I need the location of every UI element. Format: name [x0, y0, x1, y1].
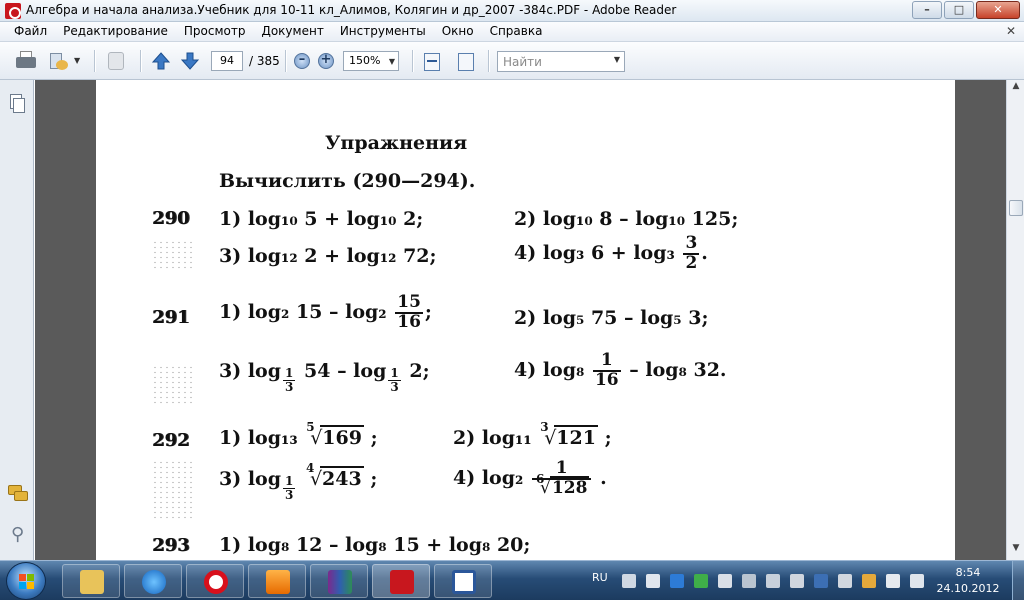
- item-expression: log₁₂ 2 + log₁₂ 72;: [247, 245, 437, 267]
- fraction-denominator: 3: [390, 380, 399, 394]
- item-label: 3): [219, 468, 242, 490]
- speaker-icon[interactable]: [790, 574, 804, 588]
- fraction-denominator: 16: [594, 369, 619, 390]
- word-icon: [452, 570, 476, 594]
- documents-icon: [108, 52, 124, 70]
- root-expression: [535, 471, 590, 498]
- battery-icon[interactable]: [742, 574, 756, 588]
- taskbar-winrar[interactable]: [310, 564, 368, 598]
- item-label: 1): [219, 427, 242, 449]
- chevron-down-icon: ▼: [388, 57, 395, 66]
- menu-edit[interactable]: Редактирование: [63, 24, 168, 38]
- comments-panel-button[interactable]: [8, 485, 30, 503]
- close-document-icon[interactable]: ✕: [1005, 24, 1016, 38]
- maximize-button[interactable]: [944, 1, 974, 19]
- window-title: Алгебра и начала анализа.Учебник для 10-11 кл_Алимов, Колягин и др_2007 -384с.PDF - Adobe Reader: [26, 3, 677, 17]
- minimize-button[interactable]: [912, 1, 942, 19]
- root-expression: [306, 420, 364, 449]
- exercise-item: [453, 460, 607, 498]
- item-label: 2): [514, 208, 537, 230]
- item-suffix: ;: [370, 427, 378, 449]
- item-expression: log₅ 75 – log₅ 3;: [542, 307, 709, 329]
- previous-page-button[interactable]: [150, 50, 174, 72]
- fraction-numerator: 1: [285, 366, 294, 381]
- logo-quadrant: [27, 574, 34, 581]
- item-label: 2): [514, 307, 537, 329]
- root-index: 4: [306, 461, 315, 475]
- root-index: 6: [535, 471, 545, 486]
- start-button[interactable]: [6, 562, 46, 600]
- radical-icon: √: [544, 427, 557, 449]
- page-count: / 385: [249, 54, 280, 68]
- navigation-pane: [0, 80, 34, 560]
- log-word: log₁₃: [247, 427, 298, 449]
- root-index: 5: [306, 420, 315, 434]
- scroll-down-icon[interactable]: ▼: [1012, 543, 1020, 553]
- item-label: 2): [453, 427, 476, 449]
- keyboard-icon[interactable]: [814, 574, 828, 588]
- radicand: 169: [322, 427, 362, 449]
- share-button[interactable]: [48, 50, 84, 72]
- tray-app-icon[interactable]: [838, 574, 852, 588]
- fit-width-button[interactable]: [421, 51, 443, 73]
- exercise-item: [514, 208, 738, 230]
- item-expression: 54 – log: [304, 360, 387, 382]
- scan-noise: [152, 460, 196, 520]
- exercise-item: [514, 235, 708, 273]
- scan-noise: [152, 240, 196, 270]
- print-button[interactable]: [14, 50, 38, 72]
- item-label: 1): [219, 300, 242, 323]
- radicand: 121: [556, 427, 596, 449]
- chevron-down-icon: ▼: [613, 55, 620, 64]
- attachments-panel-button[interactable]: [11, 524, 24, 545]
- taskbar: [0, 560, 1024, 600]
- item-expression: log₃ 6 + log₃: [542, 241, 675, 264]
- page-number-input[interactable]: 94: [211, 51, 243, 71]
- fit-width-icon: [424, 53, 440, 71]
- item-expression: log₁₀ 5 + log₁₀ 2;: [247, 208, 424, 230]
- scroll-up-icon[interactable]: ▲: [1012, 81, 1020, 91]
- winrar-icon: [328, 570, 352, 594]
- logo-quadrant: [19, 582, 26, 589]
- toolbar-separator: [488, 50, 489, 72]
- logo-quadrant: [27, 582, 34, 589]
- item-expression: log₈ 12 – log₈ 15 + log₈ 20;: [247, 534, 531, 556]
- arrow-down-icon: [179, 50, 201, 72]
- arrow-up-icon: [150, 50, 172, 72]
- sync-icon[interactable]: [694, 574, 708, 588]
- zoom-out-icon: –: [298, 52, 306, 67]
- power-icon[interactable]: [910, 574, 924, 588]
- item-label: 1): [219, 534, 242, 556]
- taskbar-word[interactable]: [434, 564, 492, 598]
- radical-icon: √: [310, 427, 323, 449]
- logo-quadrant: [19, 574, 26, 581]
- exercise-item: [219, 534, 530, 556]
- zoom-out-button[interactable]: [294, 53, 310, 69]
- media-player-icon: [266, 570, 290, 594]
- item-label: 4): [514, 358, 537, 381]
- zoom-value: 150%: [349, 54, 381, 67]
- pages-panel-button[interactable]: [10, 94, 26, 114]
- fraction: [395, 294, 423, 332]
- vertical-scrollbar[interactable]: [1006, 80, 1024, 560]
- menu-window[interactable]: Окно: [441, 24, 474, 38]
- fraction-denominator: 3: [285, 380, 294, 394]
- action-center-flag-icon[interactable]: [886, 574, 900, 588]
- usb-icon[interactable]: [766, 574, 780, 588]
- taskbar-adobe-reader[interactable]: [372, 564, 430, 598]
- radicand: 243: [322, 468, 362, 490]
- fraction-numerator: 1: [593, 352, 621, 372]
- toolbar: [0, 42, 1024, 80]
- zoom-select[interactable]: [343, 51, 399, 71]
- root-expression: [306, 461, 364, 490]
- minimize-icon: –: [924, 3, 930, 16]
- menu-bar: [0, 22, 1024, 42]
- fraction-denominator: 16: [397, 311, 421, 332]
- exercise-item: [453, 420, 612, 449]
- fit-width-bar: [427, 60, 437, 62]
- fraction: [593, 352, 621, 390]
- item-suffix: ;: [604, 427, 612, 449]
- next-page-button[interactable]: [179, 50, 203, 72]
- document-view[interactable]: [35, 80, 1006, 560]
- log-word: log: [247, 360, 282, 382]
- taskbar-explorer[interactable]: [62, 564, 120, 598]
- search-input[interactable]: [497, 51, 625, 72]
- radicand: 128: [551, 477, 588, 498]
- menu-view[interactable]: Просмотр: [183, 24, 246, 38]
- item-label: 3): [219, 360, 242, 382]
- exercise-item: [514, 352, 727, 390]
- exercise-item: [219, 208, 423, 230]
- section-heading: Упражнения: [325, 132, 468, 154]
- chevron-down-icon: ▼: [74, 56, 81, 65]
- toolbar-separator: [285, 50, 286, 72]
- menu-document[interactable]: Документ: [261, 24, 324, 38]
- exercise-item: [219, 360, 430, 394]
- log-word: log: [247, 468, 282, 490]
- exercise-item: [514, 307, 708, 329]
- item-label: 3): [219, 245, 242, 267]
- network-icon[interactable]: [622, 574, 636, 588]
- root-expression: [540, 420, 598, 449]
- windows-logo-icon: [19, 574, 35, 590]
- item-label: 1): [219, 208, 242, 230]
- adobe-reader-icon: [390, 570, 414, 594]
- exercise-number: 290: [152, 208, 190, 229]
- window-controls: [912, 1, 1020, 19]
- log-base-fraction: [283, 367, 295, 393]
- share-icon: [56, 60, 68, 70]
- pdf-page: [96, 80, 955, 560]
- clock[interactable]: [936, 565, 1000, 597]
- task-statement: Вычислить (290—294).: [219, 170, 476, 192]
- folder-icon: [80, 570, 104, 594]
- exercise-number: 292: [152, 430, 190, 451]
- fraction-numerator: 1: [285, 474, 294, 489]
- taskbar-media-player[interactable]: [248, 564, 306, 598]
- item-expression: log₂ 15 – log₂: [247, 300, 387, 323]
- clock-date: 24.10.2012: [936, 582, 1000, 595]
- collaborate-button[interactable]: [104, 50, 130, 72]
- title-bar: [0, 0, 1024, 22]
- item-suffix: ;: [424, 300, 432, 323]
- taskbar-opera[interactable]: [186, 564, 244, 598]
- close-button[interactable]: [976, 1, 1020, 19]
- item-suffix: ;: [370, 468, 378, 490]
- fraction: [683, 235, 699, 273]
- search-placeholder: Найти: [503, 55, 542, 69]
- exercise-item: [219, 294, 432, 332]
- fraction: [532, 460, 592, 498]
- fraction-numerator: 15: [397, 292, 421, 312]
- menu-tools[interactable]: Инструменты: [339, 24, 426, 38]
- show-desktop-button[interactable]: [1012, 561, 1024, 600]
- exercise-item: [219, 461, 378, 502]
- fraction-numerator: 3: [685, 233, 698, 253]
- close-icon: ✕: [993, 3, 1003, 16]
- radical-icon: √: [539, 477, 551, 498]
- item-suffix: – log₈ 32.: [629, 358, 727, 381]
- zoom-in-icon: +: [320, 52, 332, 67]
- exercise-number: 293: [152, 535, 190, 556]
- toolbar-separator: [94, 50, 95, 72]
- item-label: 4): [453, 466, 476, 489]
- log-base-fraction: [283, 475, 295, 501]
- tray-app-icon[interactable]: [862, 574, 876, 588]
- fraction-denominator: 2: [685, 252, 698, 273]
- scan-noise: [152, 365, 196, 405]
- exercise-number: 291: [152, 307, 190, 328]
- item-expression: log₁₀ 8 – log₁₀ 125;: [542, 208, 739, 230]
- internet-explorer-icon: [142, 570, 166, 594]
- printer-icon: [16, 57, 36, 68]
- scroll-thumb[interactable]: [1009, 200, 1023, 216]
- clock-time: 8:54: [955, 566, 981, 579]
- fraction-numerator: 1: [390, 366, 399, 381]
- log-base-fraction: [388, 367, 400, 393]
- menu-file[interactable]: Файл: [14, 24, 48, 38]
- fraction-denominator: 3: [285, 488, 294, 502]
- fit-page-button[interactable]: [455, 51, 477, 73]
- toolbar-separator: [140, 50, 141, 72]
- root-index: 3: [540, 420, 549, 434]
- toolbar-separator: [412, 50, 413, 72]
- item-expression: log₈: [542, 358, 585, 381]
- adobe-reader-icon: [5, 3, 21, 19]
- zoom-in-button[interactable]: [318, 53, 334, 69]
- item-label: 4): [514, 241, 537, 264]
- radical-icon: √: [310, 468, 323, 490]
- menu-help[interactable]: Справка: [489, 24, 543, 38]
- opera-icon: [204, 570, 228, 594]
- language-indicator[interactable]: RU: [592, 571, 608, 584]
- maximize-icon: □: [953, 3, 965, 16]
- tray-app-icon[interactable]: [646, 574, 660, 588]
- fraction-numerator: 1: [532, 460, 592, 480]
- volume-icon[interactable]: [718, 574, 732, 588]
- bluetooth-icon[interactable]: [670, 574, 684, 588]
- fit-page-icon: [458, 53, 474, 71]
- fraction-denominator: [532, 471, 592, 498]
- log-word: log₁₁: [481, 427, 532, 449]
- exercise-item: [219, 245, 437, 267]
- page-thumbnail-icon: [13, 98, 25, 113]
- paperclip-icon: ⚲: [11, 524, 25, 545]
- item-suffix: 2;: [409, 360, 430, 382]
- comment-icon: [14, 491, 28, 501]
- log-word: log₂: [481, 466, 524, 489]
- exercise-item: [219, 420, 378, 449]
- item-suffix: .: [701, 241, 708, 264]
- item-suffix: .: [600, 466, 607, 489]
- taskbar-internet-explorer[interactable]: [124, 564, 182, 598]
